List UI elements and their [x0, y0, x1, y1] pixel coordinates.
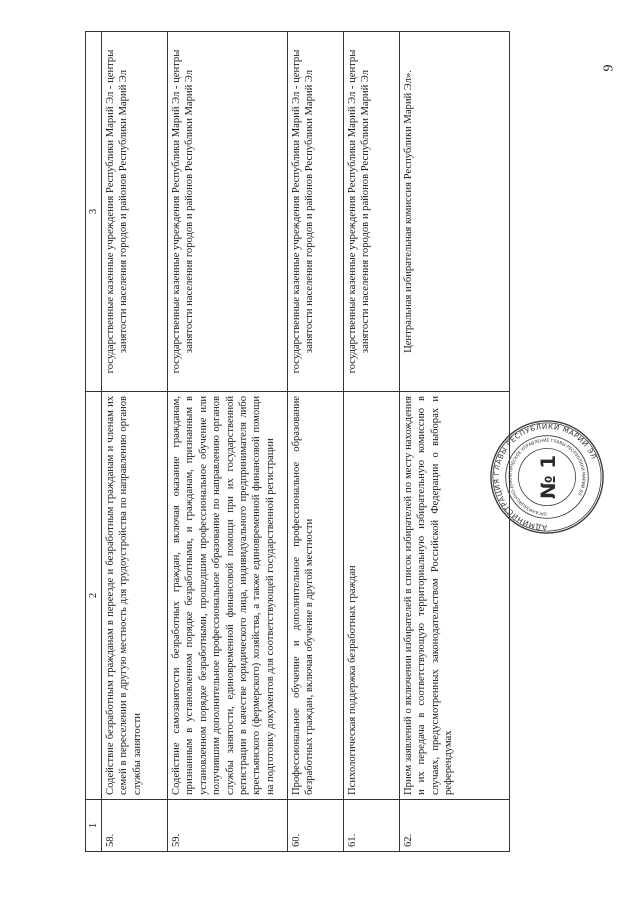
executor-cell: государственные казенные учреждения Республики Марий Эл - центры занятости населения городов и районов Республики Марий Эл [344, 32, 400, 392]
seal-number: № 1 [536, 454, 560, 500]
header-col-3: 3 [86, 32, 102, 392]
official-seal [488, 418, 606, 536]
row-number: 62. [400, 800, 510, 852]
service-cell: Психологическая поддержка безработных граждан [344, 392, 400, 800]
service-cell: Содействие безработным гражданам в переезде и безработным гражданам и членам их семей в переселении в другую местность для трудоустройства по направлению органов службы занятости [102, 392, 168, 800]
executor-cell: государственные казенные учреждения Республики Марий Эл - центры занятости населения городов и районов Республики Марий Эл [102, 32, 168, 392]
table-row [168, 32, 288, 852]
row-number: 59. [168, 800, 288, 852]
service-cell: Профессиональное обучение и дополнительное профессиональное образование безработных граждан, включая обучение в другой местности [288, 392, 344, 800]
table-row [288, 32, 344, 852]
executor-cell: государственные казенные учреждения Республики Марий Эл - центры занятости населения городов и районов Республики Марий Эл [168, 32, 288, 392]
seal-inner-text: ОРГАНИЗАЦИОННО-АНАЛИТИЧЕСКОЕ УПРАВЛЕНИЕ ГЛАВЫ РЕСПУБЛИКИ МАРИЙ ЭЛ [507, 437, 587, 517]
row-number: 58. [102, 800, 168, 852]
seal-outer-text: АДМИНИСТРАЦИЯ ГЛАВЫ РЕСПУБЛИКИ МАРИЙ ЭЛ [491, 421, 599, 533]
table-row [102, 32, 168, 852]
executor-cell: Центральная избирательная комиссия Республики Марий Эл». [400, 32, 510, 392]
page-number: 9 [601, 64, 617, 72]
services-table [85, 31, 510, 852]
table-row [344, 32, 400, 852]
service-cell: Содействие самозанятости безработных граждан, включая оказание гражданам, признанным в установленном порядке безработными, и гражданам, признанным в установленном порядке безработными, прошедшим профессиональное обучение или получившим дополнительное профессиональное образование по направлению органов службы занятости, единовременной финансовой помощи при их государственной регистрации в качестве юридического лица, индивидуального предпринимателя либо крестьянского (фермерского) хозяйства, а также единовременной финансовой помощи на подготовку документов для соответствующей государственной регистрации [168, 392, 288, 800]
service-cell: Прием заявлений о включении избирателей в список избирателей по месту нахождения и их передача в соответствующую территориальную избирательную комиссию в случаях, предусмотренных законодательством Российской Федерации о выборах и референдумах [400, 392, 510, 800]
row-number: 60. [288, 800, 344, 852]
executor-cell: государственные казенные учреждения Республики Марий Эл - центры занятости населения городов и районов Республики Марий Эл [288, 32, 344, 392]
header-col-1: 1 [86, 800, 102, 852]
row-number: 61. [344, 800, 400, 852]
table-header-row [86, 32, 102, 852]
services-table-rotated [85, 32, 510, 852]
header-col-2: 2 [86, 392, 102, 800]
